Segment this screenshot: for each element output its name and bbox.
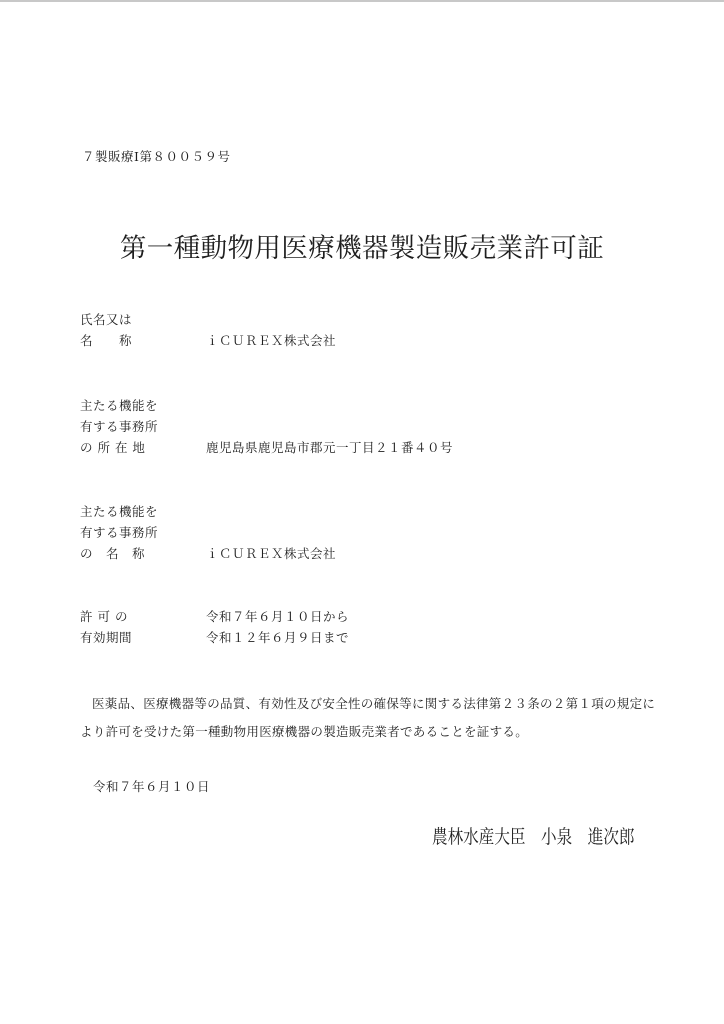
name-label-line2: 名 称	[80, 333, 133, 348]
office-location-label-line1: 主たる機能を	[80, 398, 159, 413]
validity-from: 令和７年６月１０日から	[206, 609, 350, 624]
office-location-label-line2: 有する事務所	[80, 419, 159, 434]
issue-date: 令和７年６月１０日	[93, 779, 211, 794]
validity-label-line2: 有効期間	[80, 630, 133, 645]
office-name-value: ｉＣＵＲＥＸ株式会社	[206, 546, 337, 561]
office-name-label-line3: の 名 称	[80, 546, 146, 561]
office-name-label-line1: 主たる機能を	[80, 504, 159, 519]
name-label-line1: 氏名又は	[80, 312, 133, 327]
certification-text: 医薬品、医療機器等の品質、有効性及び安全性の確保等に関する法律第２３条の２第１項の規定により許可を受けた第一種動物用医療機器の製造販売業者であることを証する。	[80, 696, 656, 739]
validity-to: 令和１２年６月９日まで	[206, 630, 350, 645]
document-title: 第一種動物用医療機器製造販売業許可証	[119, 233, 605, 264]
office-location-value: 鹿児島県鹿児島市郡元一丁目２１番４０号	[206, 440, 454, 455]
permit-number: ７製販療Ⅰ第８００５９号	[82, 149, 231, 164]
office-name-label-line2: 有する事務所	[80, 525, 159, 540]
office-location-label-line3: の 所 在 地	[80, 440, 146, 455]
name-value: ｉＣＵＲＥＸ株式会社	[206, 333, 337, 348]
signer-name: 農林水産大臣 小泉 進次郎	[432, 826, 635, 848]
validity-label-line1: 許 可 の	[80, 609, 128, 624]
scan-top-border	[0, 0, 724, 2]
certification-paragraph	[80, 690, 660, 746]
